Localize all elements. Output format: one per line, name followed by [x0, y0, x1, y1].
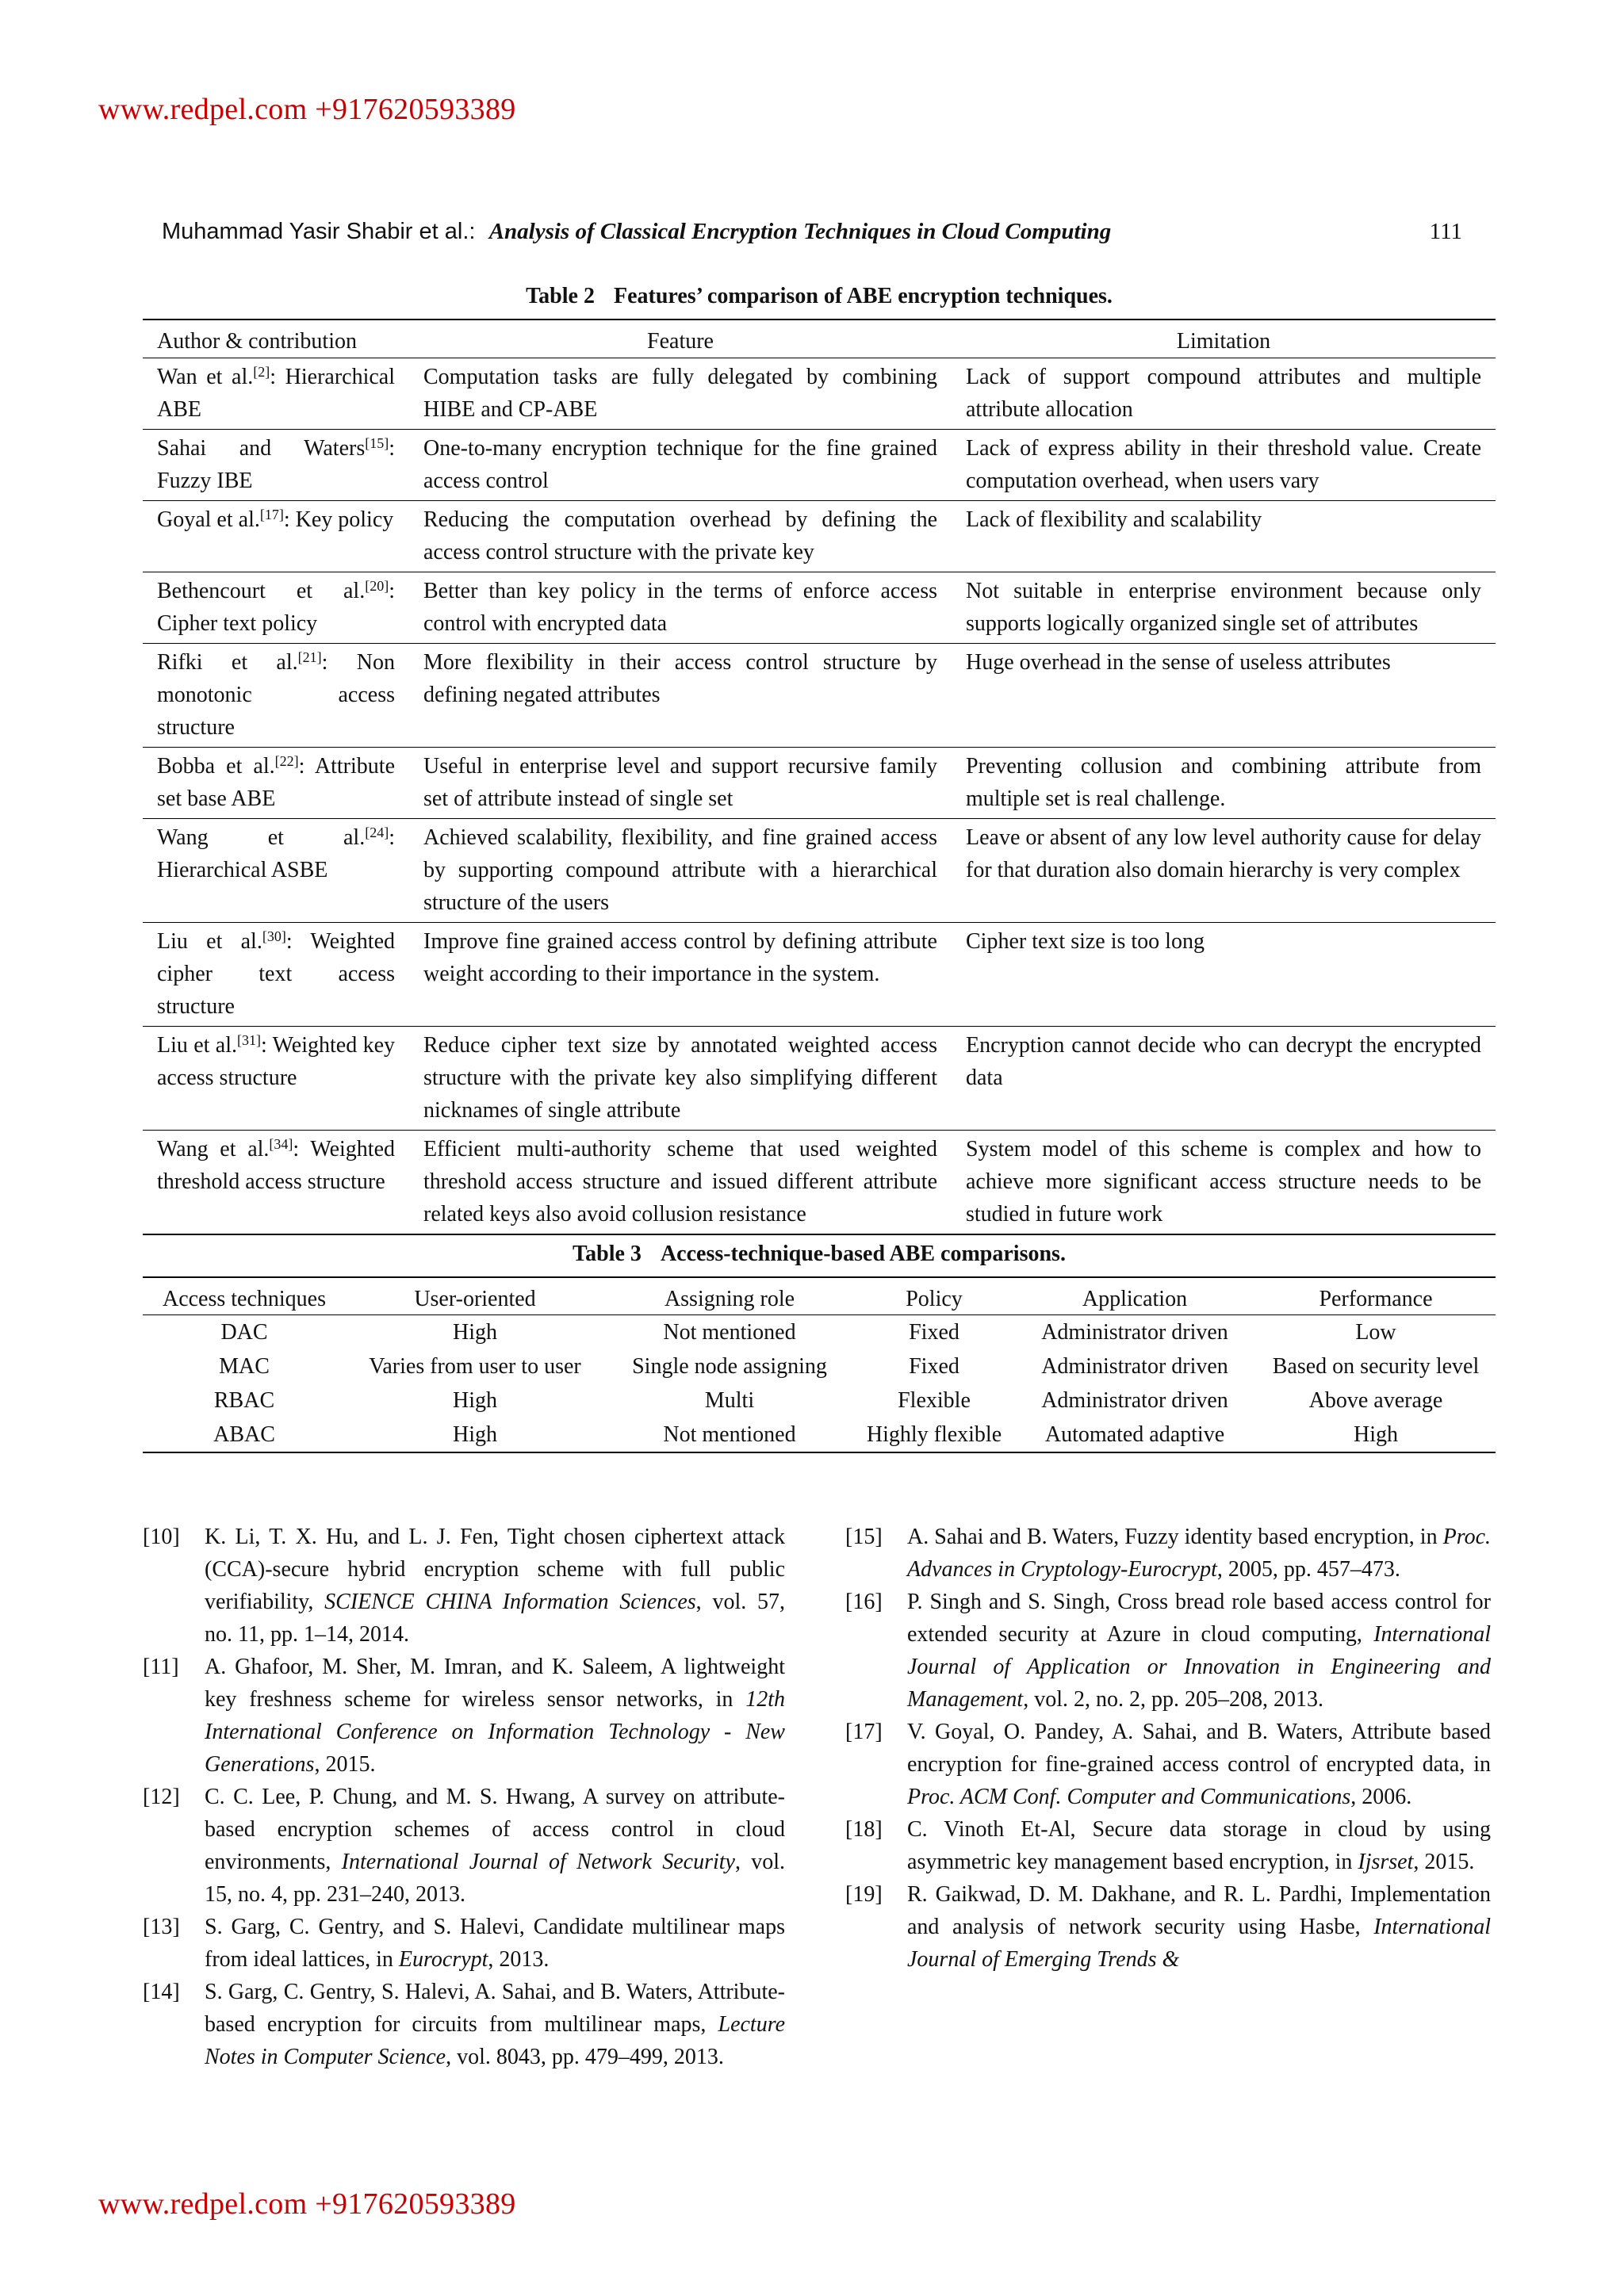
reference-text — [205, 1976, 785, 2073]
reference-item — [143, 1976, 785, 2073]
reference-item — [845, 1586, 1491, 1716]
table2-cell-limitation: Not suitable in enterprise environment because only supports logically organized single set of attributes — [952, 572, 1496, 644]
table3-cell: Low — [1355, 1320, 1396, 1345]
running-head — [162, 219, 1462, 245]
reference-number: [12] — [143, 1785, 180, 1809]
reference-authors-title: C. Vinoth Et-Al, Secure data storage in cloud by using asymmetric key management based encryption, in — [907, 1817, 1491, 1874]
reference-item — [143, 1781, 785, 1911]
reference-details: , 2015. — [1413, 1850, 1475, 1874]
contribution: Hierarchical ABE — [157, 365, 395, 422]
table2-cell-author: Bobba et al.[22]: Attribute set base ABE — [143, 748, 409, 819]
table3-cell: High — [453, 1320, 497, 1345]
citation-ref: [24] — [365, 825, 389, 840]
table3-caption — [143, 1242, 1496, 1267]
table2-cell-author: Bethencourt et al.[20]: Cipher text policy — [143, 572, 409, 644]
reference-authors-title: V. Goyal, O. Pandey, A. Sahai, and B. Waters, Attribute based encryption for fine-grained access control of encrypted data, in — [907, 1720, 1491, 1777]
table3-cell: Above average — [1308, 1388, 1443, 1413]
table2-cell-feature: Computation tasks are fully delegated by combining HIBE and CP-ABE — [423, 365, 937, 422]
author-name: Wang et al. — [157, 1137, 270, 1161]
reference-venue: Ijsrset — [1358, 1850, 1414, 1874]
reference-details: , vol. 8043, pp. 479–499, 2013. — [446, 2045, 724, 2069]
reference-details: , vol. 57, no. 11, pp. 1–14, 2014. — [205, 1590, 785, 1647]
reference-venue: Eurocrypt — [398, 1947, 488, 1972]
table3-cell: Administrator driven — [1041, 1388, 1228, 1413]
reference-item — [845, 1813, 1491, 1878]
author-name: Rifki et al. — [157, 650, 298, 675]
table3-header-application: Application — [1013, 1277, 1256, 1315]
page-number: 111 — [1429, 219, 1462, 244]
table3-cell: Varies from user to user — [369, 1354, 581, 1379]
reference-text — [907, 1716, 1491, 1813]
table3-header-policy: Policy — [855, 1277, 1013, 1315]
table-row — [143, 1418, 1496, 1452]
reference-text — [205, 1911, 785, 1976]
table-row — [143, 923, 1496, 1027]
reference-authors-title: S. Garg, C. Gentry, S. Halevi, A. Sahai, and B. Waters, Attribute-based encryption for circuits from multilinear maps, — [205, 1980, 785, 2037]
table2-caption-text: Features’ comparison of ABE encryption techniques. — [613, 284, 1113, 308]
author-name: Sahai and Waters — [157, 436, 366, 461]
table3-cell: High — [1354, 1422, 1398, 1447]
reference-text — [907, 1521, 1491, 1586]
table3-cell: Based on security level — [1272, 1354, 1480, 1379]
table2-header-limitation: Limitation — [952, 320, 1496, 358]
reference-venue: International Journal of Network Security — [341, 1850, 735, 1874]
table-row — [143, 748, 1496, 819]
contribution: Non monotonic access structure — [157, 650, 395, 740]
table3 — [143, 1276, 1496, 1453]
table3-label: Table 3 — [573, 1242, 642, 1266]
table3-caption-text: Access-technique-based ABE comparisons. — [660, 1242, 1066, 1266]
reference-details: , 2013. — [488, 1947, 550, 1972]
table2-cell-limitation: Lack of support compound attributes and multiple attribute allocation — [966, 365, 1481, 422]
contribution: Fuzzy IBE — [157, 469, 253, 493]
table3-cell: Administrator driven — [1041, 1320, 1228, 1345]
table-row — [143, 1315, 1496, 1350]
table3-header-access: Access techniques — [143, 1277, 346, 1315]
table2-cell-author: Sahai and Waters[15]: Fuzzy IBE — [143, 430, 409, 501]
table2-cell-feature: Achieved scalability, flexibility, and fine grained access by supporting compound attribute with a hierarchical structure of the users — [409, 819, 952, 923]
reference-authors-title: R. Gaikwad, D. M. Dakhane, and R. L. Pardhi, Implementation and analysis of network security using Hasbe, — [907, 1882, 1491, 1939]
table2-cell-limitation: Preventing collusion and combining attribute from multiple set is real challenge. — [952, 748, 1496, 819]
table-row — [143, 572, 1496, 644]
contribution: Attribute set base ABE — [157, 754, 395, 811]
table2-caption — [143, 284, 1496, 309]
table2-cell-feature: One-to-many encryption technique for the fine grained access control — [409, 430, 952, 501]
table3-cell: Automated adaptive — [1044, 1422, 1225, 1447]
table3-cell: Fixed — [909, 1354, 959, 1379]
reference-text — [907, 1586, 1491, 1716]
reference-text — [205, 1521, 785, 1651]
reference-venue: 12th International Conference on Information Technology - New Generations — [205, 1687, 785, 1777]
references-left-column — [143, 1521, 785, 2073]
author-name: Wan et al. — [157, 365, 254, 389]
watermark-bottom: www.redpel.com +917620593389 — [98, 2187, 516, 2221]
table2-cell-author: Goyal et al.[17]: Key policy — [143, 501, 409, 572]
table2-cell-feature: Improve fine grained access control by defining attribute weight according to their importance in the system. — [409, 923, 952, 1027]
running-head-title: Analysis of Classical Encryption Techniques in Cloud Computing — [488, 219, 1112, 244]
table2-header-feature: Feature — [409, 320, 952, 358]
reference-number: [15] — [845, 1525, 883, 1549]
author-name: Liu et al. — [157, 929, 262, 954]
table2-cell-author: Liu et al.[30]: Weighted cipher text access structure — [143, 923, 409, 1027]
table2-header-row — [143, 320, 1496, 358]
table3-cell: MAC — [219, 1354, 270, 1379]
table3-header-row — [143, 1277, 1496, 1315]
contribution: Weighted threshold access structure — [157, 1137, 395, 1194]
table-row — [143, 1027, 1496, 1131]
citation-ref: [22] — [274, 753, 299, 769]
table2-cell-author: Liu et al.[31]: Weighted key access structure — [143, 1027, 409, 1131]
table3-body — [143, 1315, 1496, 1453]
table2-cell-limitation: Lack of express ability in their threshold value. Create computation overhead, when users vary — [952, 430, 1496, 501]
reference-text — [907, 1878, 1491, 1976]
citation-ref: [2] — [253, 364, 270, 380]
table3-cell: Not mentioned — [663, 1422, 796, 1447]
table3-cell: ABAC — [213, 1422, 275, 1447]
reference-authors-title: K. Li, T. X. Hu, and L. J. Fen, Tight chosen ciphertext attack (CCA)-secure hybrid encryption scheme with full public verifiability, — [205, 1525, 785, 1614]
table2-cell-limitation: Lack of flexibility and scalability — [952, 501, 1496, 572]
table2-cell-feature: More flexibility in their access control structure by defining negated attributes — [409, 644, 952, 748]
reference-number: [18] — [845, 1817, 883, 1842]
table2-cell-author: Rifki et al.[21]: Non monotonic access structure — [143, 644, 409, 748]
reference-venue: Proc. ACM Conf. Computer and Communications — [907, 1785, 1351, 1809]
contribution: Hierarchical ASBE — [157, 858, 328, 882]
table3-cell: High — [453, 1422, 497, 1447]
reference-item — [143, 1651, 785, 1781]
table3-cell: High — [453, 1388, 497, 1413]
table3-cell: Highly flexible — [866, 1422, 1002, 1447]
citation-ref: [17] — [259, 507, 284, 522]
reference-details: , vol. 2, no. 2, pp. 205–208, 2013. — [1023, 1687, 1323, 1712]
reference-text — [205, 1651, 785, 1781]
reference-details: , 2006. — [1350, 1785, 1412, 1809]
reference-authors-title: A. Ghafoor, M. Sher, M. Imran, and K. Saleem, A lightweight key freshness scheme for wireless sensor networks, in — [205, 1655, 785, 1712]
reference-authors-title: A. Sahai and B. Waters, Fuzzy identity based encryption, in — [907, 1525, 1443, 1549]
table3-cell: DAC — [220, 1320, 268, 1345]
contribution: Key policy — [295, 507, 394, 532]
author-name: Bobba et al. — [157, 754, 275, 779]
author-name: Goyal et al. — [157, 507, 260, 532]
table-row — [143, 1131, 1496, 1235]
reference-authors-title: C. C. Lee, P. Chung, and M. S. Hwang, A survey on attribute-based encryption schemes of access control in cloud environments, — [205, 1785, 785, 1874]
reference-details: , 2005, pp. 457–473. — [1216, 1557, 1400, 1582]
table2-cell-author: Wang et al.[34]: Weighted threshold access structure — [143, 1131, 409, 1235]
table2-cell-limitation: System model of this scheme is complex and how to achieve more significant access structure needs to be studied in future work — [952, 1131, 1496, 1235]
reference-number: [14] — [143, 1980, 180, 2004]
reference-venue: International Journal of Emerging Trends & — [907, 1915, 1491, 1972]
reference-authors-title: S. Garg, C. Gentry, and S. Halevi, Candidate multilinear maps from ideal lattices, in — [205, 1915, 785, 1972]
reference-venue: SCIENCE CHINA Information Sciences — [324, 1590, 696, 1614]
table2-body — [143, 358, 1496, 1235]
reference-item — [143, 1911, 785, 1976]
table-row — [143, 501, 1496, 572]
table2-cell-author: Wang et al.[24]: Hierarchical ASBE — [143, 819, 409, 923]
table2-cell-author: Wan et al.[2]: Hierarchical ABE — [157, 364, 395, 422]
table2-cell-feature: Useful in enterprise level and support recursive family set of attribute instead of single set — [409, 748, 952, 819]
table2-cell-feature: Reduce cipher text size by annotated weighted access structure with the private key also simplifying different nicknames of single attribute — [409, 1027, 952, 1131]
reference-number: [19] — [845, 1882, 883, 1907]
table3-header-role: Assigning role — [604, 1277, 855, 1315]
table3-cell: Not mentioned — [663, 1320, 796, 1345]
table-row — [143, 358, 1496, 430]
table3-cell: Administrator driven — [1041, 1354, 1228, 1379]
table2-cell-limitation: Cipher text size is too long — [952, 923, 1496, 1027]
table3-cell: RBAC — [213, 1388, 275, 1413]
reference-venue: Proc. Advances in Cryptology-Eurocrypt — [907, 1525, 1491, 1582]
table2-cell-limitation: Leave or absent of any low level authority cause for delay for that duration also domain hierarchy is very complex — [952, 819, 1496, 923]
table3-cell: Fixed — [909, 1320, 959, 1345]
contribution: Cipher text policy — [157, 611, 318, 636]
reference-number: [17] — [845, 1720, 883, 1744]
table2-cell-limitation: Huge overhead in the sense of useless attributes — [952, 644, 1496, 748]
table3-cell: Single node assigning — [632, 1354, 827, 1379]
table3-header-user: User-oriented — [346, 1277, 604, 1315]
table-row — [143, 430, 1496, 501]
reference-venue: International Journal of Application or Innovation in Engineering and Management — [907, 1622, 1491, 1712]
reference-number: [16] — [845, 1590, 883, 1614]
watermark-top: www.redpel.com +917620593389 — [98, 93, 516, 126]
reference-text — [907, 1813, 1491, 1878]
reference-item — [845, 1716, 1491, 1813]
citation-ref: [31] — [237, 1032, 261, 1048]
reference-details: , vol. 15, no. 4, pp. 231–240, 2013. — [205, 1850, 785, 1907]
table2-cell-feature: Reducing the computation overhead by defining the access control structure with the private key — [409, 501, 952, 572]
contribution: Weighted cipher text access structure — [157, 929, 395, 1019]
citation-ref: [30] — [262, 928, 286, 944]
contribution: Weighted key access structure — [157, 1033, 395, 1090]
citation-ref: [34] — [269, 1136, 293, 1152]
table3-cell: Multi — [704, 1388, 755, 1413]
table2-header-author: Author & contribution — [143, 320, 409, 358]
table3-header-performance: Performance — [1256, 1277, 1496, 1315]
author-name: Liu et al. — [157, 1033, 237, 1058]
reference-text — [205, 1781, 785, 1911]
reference-venue: Lecture Notes in Computer Science — [205, 2012, 785, 2069]
table-row — [143, 819, 1496, 923]
table2-label: Table 2 — [526, 284, 595, 308]
author-name: Bethencourt et al. — [157, 579, 366, 603]
references-right-column — [845, 1521, 1491, 1976]
table3-cell: Flexible — [898, 1388, 971, 1413]
reference-number: [11] — [143, 1655, 179, 1679]
citation-ref: [15] — [365, 435, 389, 451]
table2-cell-feature: Better than key policy in the terms of enforce access control with encrypted data — [409, 572, 952, 644]
table-row — [143, 1383, 1496, 1418]
citation-ref: [21] — [297, 649, 322, 665]
author-name: Wang et al. — [157, 825, 366, 850]
reference-item — [143, 1521, 785, 1651]
table2-cell-feature: Efficient multi-authority scheme that used weighted threshold access structure and issued different attribute related keys also avoid collusion resistance — [409, 1131, 952, 1235]
table-row — [143, 1349, 1496, 1383]
table2-cell-limitation: Encryption cannot decide who can decrypt the encrypted data — [952, 1027, 1496, 1131]
table2 — [143, 319, 1496, 1235]
reference-item — [845, 1878, 1491, 1976]
running-head-author: Muhammad Yasir Shabir et al.: — [162, 219, 476, 244]
citation-ref: [20] — [365, 578, 389, 594]
reference-details: , 2015. — [314, 1752, 376, 1777]
reference-number: [13] — [143, 1915, 180, 1939]
reference-number: [10] — [143, 1525, 180, 1549]
reference-authors-title: P. Singh and S. Singh, Cross bread role based access control for extended security at Azure in cloud computing, — [907, 1590, 1491, 1647]
table-row — [143, 644, 1496, 748]
reference-item — [845, 1521, 1491, 1586]
